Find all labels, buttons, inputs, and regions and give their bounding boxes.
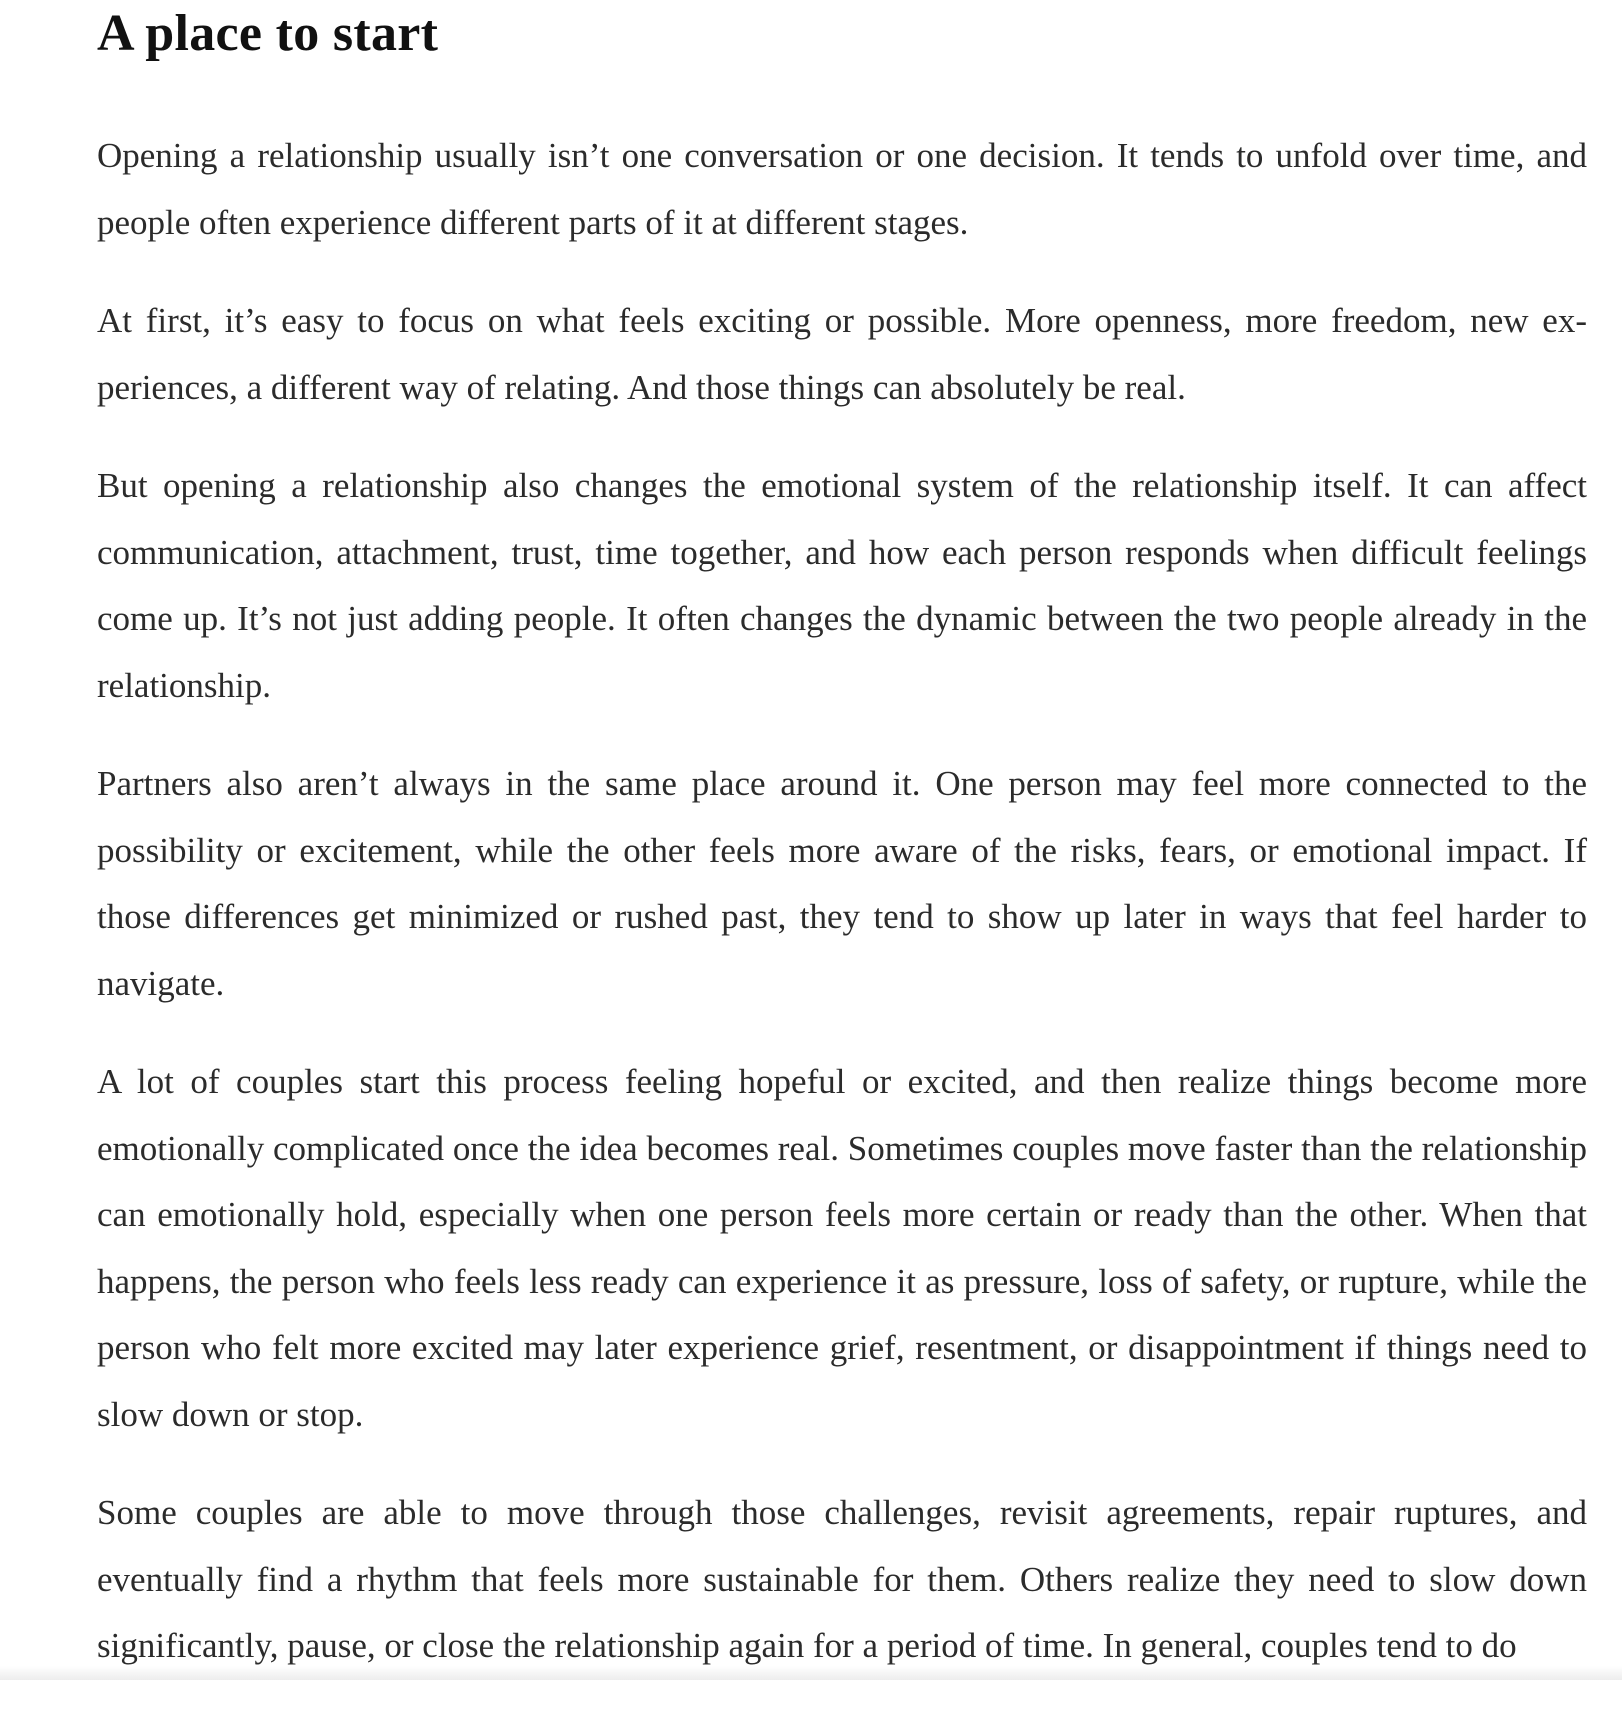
paragraph-4: Partners also aren’t always in the same place around it. One person may feel more connected to the possibility or excitement, while the other feels more aware of the risks, fears, or emotional impact. If those differences get minimized or rushed past, they tend to show up later in ways that feel harder to navigate. <box>97 764 1587 1003</box>
paragraph-2: At first, it’s easy to focus on what feels exciting or possible. More openness, more freedom, new experiences, a different way of relating. And those things can absolutely be real. <box>97 301 1587 407</box>
article <box>97 0 1587 1712</box>
scroll-fade <box>0 1666 1622 1680</box>
page-title: A place to start <box>97 5 439 62</box>
article-body <box>97 123 1587 1680</box>
paragraph-1: Opening a relationship usually isn’t one conversation or one decision. It tends to unfold over time, and people often experience different parts of it at different stages. <box>97 136 1587 242</box>
paragraph-5: A lot of couples start this process feeling hopeful or excited, and then realize things become more emotionally complicated once the idea becomes real. Sometimes couples move faster than the relationship can emotionally hold, especially when one person feels more certain or ready than the other. When that happens, the person who feels less ready can experience it as pressure, loss of safety, or rupture, while the person who felt more excited may later experience grief, resentment, or disappointment if things need to slow down or stop. <box>97 1062 1587 1434</box>
paragraph-3: But opening a relationship also changes the emotional system of the relationship itself. It can affect communication, attachment, trust, time together, and how each person responds when difficult feelings come up. It’s not just adding people. It often changes the dynamic between the two people already in the relationship. <box>97 466 1587 705</box>
paragraph-6: Some couples are able to move through those challenges, revisit agreements, repair ruptures, and eventually find a rhythm that feels more sustainable for them. Others realize they need to slow down significantly, pause, or close the relationship again for a period of time. In general, couples tend to do <box>97 1493 1587 1665</box>
